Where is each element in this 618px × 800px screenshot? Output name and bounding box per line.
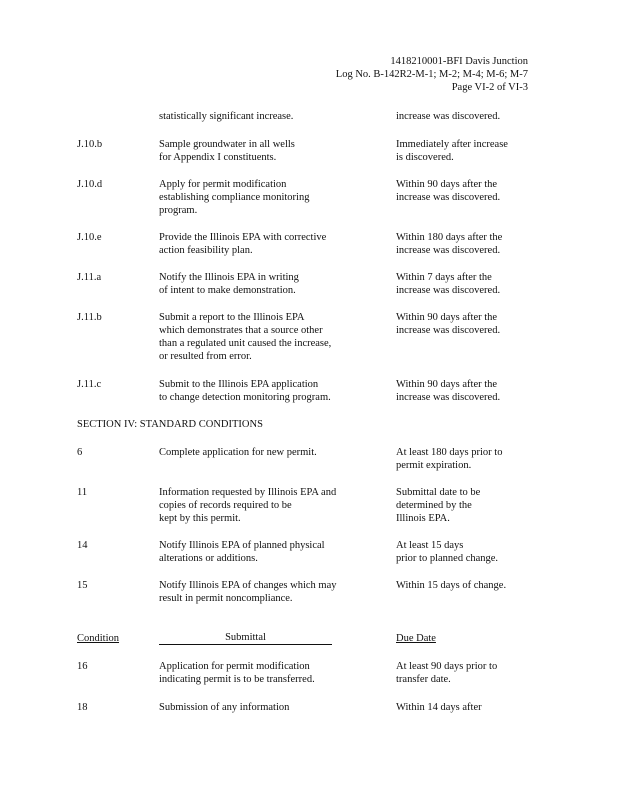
submittal-line: Notify the Illinois EPA in writing — [159, 272, 299, 283]
due-date-cell — [396, 378, 546, 404]
due-line: Within 180 days after the — [396, 232, 503, 243]
submittal-line: result in permit noncompliance. — [159, 593, 293, 604]
column-header-submittal: Submittal — [159, 632, 332, 645]
due-line: transfer date. — [396, 674, 451, 685]
due-date-cell — [396, 701, 546, 714]
submittal-line: Submission of any information — [159, 702, 290, 713]
due-line: Immediately after increase — [396, 139, 508, 150]
submittal-cell — [159, 486, 379, 525]
submittal-line: Submit to the Illinois EPA application — [159, 379, 319, 390]
page-header — [228, 55, 528, 94]
due-date-cell — [396, 660, 546, 686]
submittal-cell — [159, 231, 379, 257]
condition-id: J.11.b — [77, 312, 102, 323]
submittal-line: Notify Illinois EPA of planned physical — [159, 540, 325, 551]
due-line: permit expiration. — [396, 460, 472, 471]
due-line: increase was discovered. — [396, 325, 501, 336]
column-header-due-date: Due Date — [396, 633, 436, 644]
header-log-number: Log No. B-142R2-M-1; M-2; M-4; M-6; M-7 — [335, 69, 528, 80]
submittal-line: copies of records required to be — [159, 500, 292, 511]
condition-id: 18 — [77, 702, 88, 713]
due-date-cell — [396, 110, 546, 123]
due-line: Submittal date to be — [396, 487, 481, 498]
submittal-cell — [159, 311, 379, 363]
condition-id: 16 — [77, 661, 88, 672]
condition-id: J.10.b — [77, 139, 103, 150]
due-date-cell — [396, 271, 546, 297]
due-line: Within 90 days after the — [396, 312, 498, 323]
submittal-line: Notify Illinois EPA of changes which may — [159, 580, 337, 591]
due-line: determined by the — [396, 500, 472, 511]
submittal-line: indicating permit is to be transferred. — [159, 674, 315, 685]
submittal-line: Application for permit modification — [159, 661, 310, 672]
submittal-line: kept by this permit. — [159, 513, 241, 524]
header-facility: 1418210001-BFI Davis Junction — [390, 56, 528, 67]
due-line: increase was discovered. — [396, 285, 501, 296]
due-date-cell — [396, 138, 546, 164]
due-date-cell — [396, 231, 546, 257]
condition-id: 15 — [77, 580, 88, 591]
submittal-line: or resulted from error. — [159, 351, 252, 362]
condition-id: 11 — [77, 487, 88, 498]
submittal-cell — [159, 539, 379, 565]
due-line: increase was discovered. — [396, 245, 501, 256]
submittal-cell — [159, 271, 379, 297]
submittal-cell — [159, 701, 379, 714]
header-page-number: Page VI-2 of VI-3 — [451, 82, 528, 93]
submittal-cell — [159, 178, 379, 217]
submittal-line: than a regulated unit caused the increase, — [159, 338, 332, 349]
due-line: prior to planned change. — [396, 553, 499, 564]
due-date-cell — [396, 311, 546, 337]
submittal-line: Provide the Illinois EPA with corrective — [159, 232, 327, 243]
submittal-line: for Appendix I constituents. — [159, 152, 277, 163]
due-line: increase was discovered. — [396, 392, 501, 403]
condition-id: J.11.a — [77, 272, 102, 283]
due-date-cell — [396, 486, 546, 525]
due-date-cell — [396, 539, 546, 565]
submittal-line: action feasibility plan. — [159, 245, 253, 256]
submittal-cell — [159, 110, 379, 123]
submittal-line: program. — [159, 205, 198, 216]
column-header-condition: Condition — [77, 633, 120, 644]
section-heading: SECTION IV: STANDARD CONDITIONS — [77, 419, 263, 430]
due-line: increase was discovered. — [396, 192, 501, 203]
submittal-cell — [159, 138, 379, 164]
due-line: At least 90 days prior to — [396, 661, 498, 672]
due-line: is discovered. — [396, 152, 454, 163]
submittal-line: Apply for permit modification — [159, 179, 287, 190]
condition-id: 6 — [77, 447, 83, 458]
due-line: At least 180 days prior to — [396, 447, 503, 458]
due-date-cell — [396, 446, 546, 472]
due-line: At least 15 days — [396, 540, 464, 551]
condition-id: J.10.d — [77, 179, 103, 190]
submittal-cell — [159, 579, 379, 605]
due-line: increase was discovered. — [396, 111, 501, 122]
submittal-line: Sample groundwater in all wells — [159, 139, 295, 150]
due-line: Within 7 days after the — [396, 272, 492, 283]
submittal-line: to change detection monitoring program. — [159, 392, 331, 403]
submittal-line: alterations or additions. — [159, 553, 258, 564]
submittal-line: Information requested by Illinois EPA and — [159, 487, 337, 498]
due-date-cell — [396, 579, 546, 592]
submittal-line: statistically significant increase. — [159, 111, 294, 122]
submittal-line: Submit a report to the Illinois EPA — [159, 312, 305, 323]
due-line: Within 90 days after the — [396, 179, 498, 190]
condition-id: J.10.e — [77, 232, 102, 243]
condition-id: 14 — [77, 540, 88, 551]
due-line: Within 15 days of change. — [396, 580, 507, 591]
due-line: Within 14 days after — [396, 702, 482, 713]
submittal-line: which demonstrates that a source other — [159, 325, 323, 336]
submittal-line: Complete application for new permit. — [159, 447, 317, 458]
submittal-cell — [159, 660, 379, 686]
submittal-cell — [159, 378, 379, 404]
due-line: Within 90 days after the — [396, 379, 498, 390]
due-line: Illinois EPA. — [396, 513, 450, 524]
condition-id: J.11.c — [77, 379, 102, 390]
due-date-cell — [396, 178, 546, 204]
submittal-line: establishing compliance monitoring — [159, 192, 310, 203]
submittal-line: of intent to make demonstration. — [159, 285, 296, 296]
submittal-cell — [159, 446, 379, 459]
